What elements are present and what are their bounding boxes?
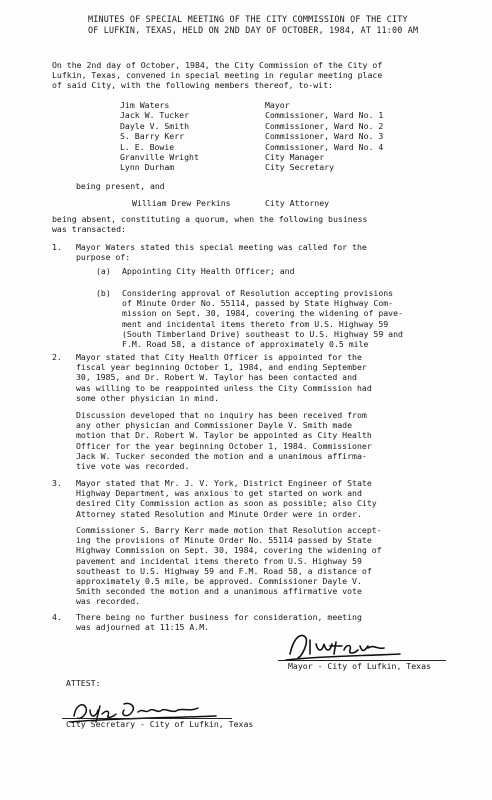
title-line: MINUTES OF SPECIAL MEETING OF THE CITY COMMISSION OF THE CITY [88, 14, 408, 24]
item-line: was adjourned at 11:15 A.M. [76, 622, 210, 633]
attorney-title: City Attorney [265, 198, 330, 208]
intro-line: On the 2nd day of October, 1984, the City Commission of the City of [52, 60, 383, 70]
item-line: was recorded. [76, 596, 141, 607]
subitem-line: F.M. Road 58, a distance of approximately 0.5 mile [122, 339, 369, 350]
intro-paragraph [52, 60, 382, 91]
item-number: 2. [52, 352, 62, 362]
item-line: any other physician and Commissioner Dayle V. Smith made [76, 420, 353, 431]
being-present-text: being present, and [76, 181, 165, 191]
item-2-text [76, 352, 372, 403]
mayor-caption: Mayor - City of Lufkin, Texas [288, 661, 431, 671]
absent-paragraph [52, 214, 367, 234]
item-line: Mayor stated that City Health Officer is appointed for the [76, 352, 362, 362]
item-line: There being no further business for consideration, meeting [76, 612, 362, 622]
item-line: Highway Commission on Sept. 30, 1984, covering the widening of [76, 545, 382, 556]
intro-line: Lufkin, Texas, convened in special meeting in regular meeting place [52, 70, 383, 81]
member-name: Lynn Durham [120, 162, 175, 173]
member-name: Dayle V. Smith [120, 120, 190, 131]
item-line: motion that Dr. Robert W. Taylor be appointed as City Health [76, 430, 372, 441]
subitem-label: (b) [96, 288, 111, 298]
member-title: Commissioner, Ward No. 4 [265, 141, 384, 152]
item-line: Attorney stated Resolution and Minute Order were in order. [76, 508, 362, 519]
member-title: Commissioner, Ward No. 1 [265, 110, 384, 121]
item-line: some other physician in mind. [76, 392, 219, 403]
item-line: fiscal year beginning October 1, 1984, and ending September [76, 362, 367, 373]
subitem-line: mission on Sept. 30, 1984, covering the widening of pave- [122, 308, 403, 319]
item-line: Smith seconded the motion and a unanimous affirmative vote [76, 586, 362, 597]
member-title: Commissioner, Ward No. 3 [265, 131, 384, 142]
member-title: City Secretary [265, 162, 335, 173]
item-3-text [76, 478, 377, 519]
item-line: Discussion developed that no inquiry has been received from [76, 410, 367, 420]
item-number: 4. [52, 612, 62, 622]
member-name: Jack W. Tucker [120, 110, 190, 121]
member-title: City Manager [265, 151, 325, 162]
member-name: Granville Wright [120, 151, 199, 162]
item-line: approximately 0.5 mile, be approved. Commissioner Dayle V. [76, 576, 362, 587]
member-title: Mayor [265, 100, 290, 110]
item-line: ing the provisions of Minute Order No. 55114 passed by State [76, 535, 372, 546]
item-line: Highway Department, was anxious to get started on work and [76, 488, 362, 499]
item-line: Mayor stated that Mr. J. V. York, District Engineer of State [76, 478, 372, 488]
subitem-line: of Minute Order No. 55114, passed by State Highway Com- [122, 298, 394, 309]
item-2-discussion [76, 410, 372, 471]
attorney-name: William Drew Perkins [132, 198, 231, 208]
absent-line: being absent, constituting a quorum, when the following business [52, 214, 368, 224]
item-line: southeast to U.S. Highway 59 and F.M. Road 58, a distance of [76, 565, 372, 576]
item-1-text [76, 242, 367, 262]
document-title [88, 14, 468, 36]
title-line: OF LUFKIN, TEXAS, HELD ON 2ND DAY OF OCTOBER, 1984, AT 11:00 AM [88, 25, 419, 35]
member-title: Commissioner, Ward No. 2 [265, 120, 384, 131]
item-line: purpose of: [76, 252, 131, 263]
item-line: Mayor Waters stated this special meeting was called for the [76, 242, 367, 252]
subitem-label: (a) [96, 266, 111, 276]
secretary-caption: City Secretary - City of Lufkin, Texas [66, 719, 254, 729]
item-number: 3. [52, 478, 62, 488]
item-3-motion [76, 525, 382, 607]
attest-label: ATTEST: [66, 678, 101, 688]
item-number: 1. [52, 242, 62, 252]
item-line: Commissioner S. Barry Kerr made motion that Resolution accept- [76, 525, 382, 535]
member-name: Jim Waters [120, 100, 170, 110]
item-line: Jack W. Tucker seconded the motion and a unanimous affirma- [76, 450, 367, 461]
item-line: was willing to be reappointed unless the City Commission had [76, 382, 372, 393]
intro-line: of said City, with the following members thereof, to-wit: [52, 80, 333, 91]
subitem-line: ment and incidental items thereto from U.S. Highway 59 [122, 318, 389, 329]
absent-line: was transacted: [52, 224, 126, 235]
member-names [120, 100, 199, 173]
subitem-line: Considering approval of Resolution accepting provisions [122, 288, 394, 298]
subitem-line: (South Timberland Drive) southeast to U.S. Highway 59 and [122, 328, 403, 339]
item-line: pavement and incidental items thereto from U.S. Highway 59 [76, 555, 362, 566]
subitem-a-text: Appointing City Health Officer; and [122, 266, 295, 276]
member-titles [265, 100, 383, 173]
item-line: 30, 1985, and Dr. Robert W. Taylor has been contacted and [76, 372, 357, 383]
item-line: desired City Commission action as soon as possible; also City [76, 498, 377, 509]
member-name: L. E. Bowie [120, 141, 175, 152]
item-line: tive vote was recorded. [76, 461, 190, 472]
item-line: Officer for the year beginning October 1, 1984. Commissioner [76, 440, 372, 451]
subitem-b-text [122, 288, 403, 349]
member-name: S. Barry Kerr [120, 131, 185, 142]
